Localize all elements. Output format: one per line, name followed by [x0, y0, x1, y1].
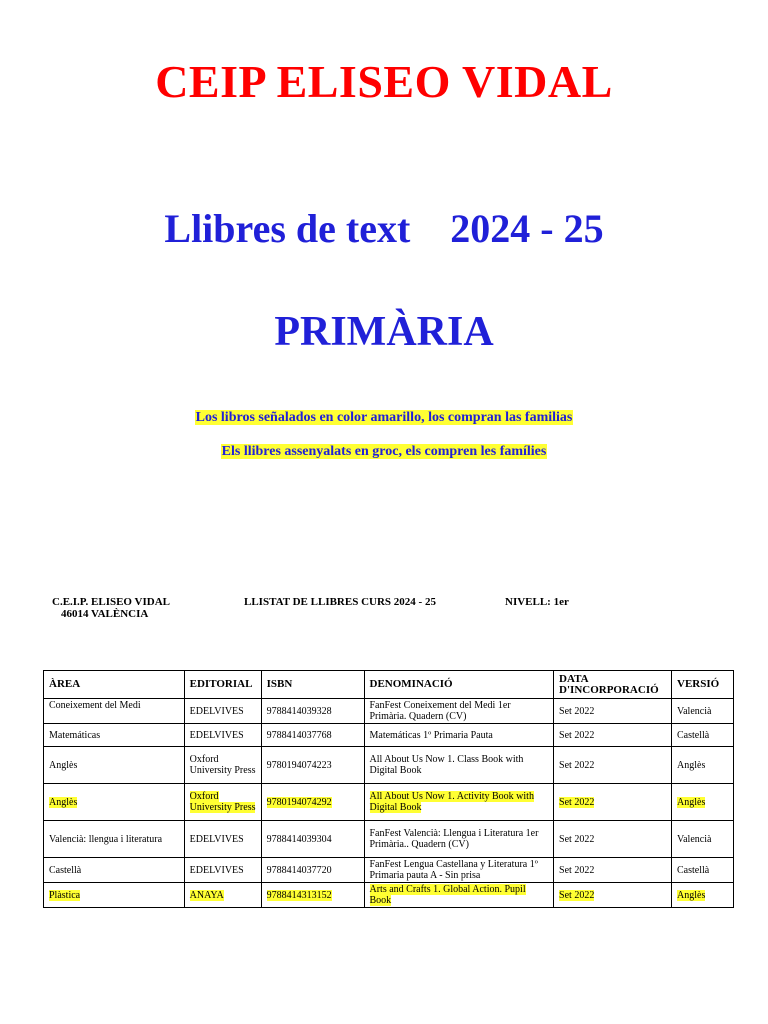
table-header-row [44, 671, 734, 699]
cell-name-text: FanFest Coneixement del Medi 1er Primària. Quadern (CV) [369, 700, 511, 722]
cell-editorial [184, 821, 261, 858]
cell-version [672, 883, 734, 908]
cell-isbn-text: 9788414037720 [266, 864, 332, 876]
table-row [44, 821, 734, 858]
list-title: LLISTAT DE LLIBRES CURS 2024 - 25 [244, 596, 436, 608]
cell-area [44, 784, 185, 821]
cell-area-text: Coneixement del Medi [49, 700, 141, 711]
table-row [44, 724, 734, 747]
cell-isbn [261, 724, 364, 747]
cell-version-text: Anglès [677, 796, 706, 808]
table-row [44, 784, 734, 821]
cell-date-text: Set 2022 [559, 889, 595, 901]
cell-editorial [184, 784, 261, 821]
cell-version [672, 699, 734, 724]
cell-isbn [261, 747, 364, 784]
cell-isbn [261, 699, 364, 724]
cell-date-text: Set 2022 [559, 833, 595, 845]
cell-name-text: All About Us Now 1. Activity Book with Digital Book [369, 791, 534, 813]
cell-editorial-text: Oxford University Press [189, 791, 256, 813]
cell-isbn-text: 9788414039328 [266, 705, 332, 717]
cell-version-text: Valencià [677, 833, 712, 845]
note-catalan [0, 444, 768, 460]
note-catalan-text: Els llibres assenyalats en groc, els compren les famílies [221, 444, 547, 459]
cell-version-text: Castellà [677, 864, 710, 876]
cell-isbn [261, 858, 364, 883]
cell-isbn-text: 9780194074292 [266, 796, 332, 808]
col-header-area: ÀREA [44, 671, 185, 699]
table-row [44, 883, 734, 908]
cell-editorial [184, 747, 261, 784]
cell-name-text: All About Us Now 1. Class Book with Digital Book [369, 754, 524, 776]
table-row [44, 699, 734, 724]
cell-name-text: Arts and Crafts 1. Global Action. Pupil Book [369, 884, 526, 906]
level-title: PRIMÀRIA [274, 309, 494, 355]
cell-name [364, 724, 554, 747]
note-spanish [0, 410, 768, 426]
cell-isbn-text: 9780194074223 [266, 759, 332, 771]
cell-date [554, 883, 672, 908]
cell-editorial-text: EDELVIVES [189, 864, 244, 876]
cell-isbn [261, 821, 364, 858]
cell-area [44, 747, 185, 784]
cell-version [672, 747, 734, 784]
books-title: Llibres de text 2024 - 25 [164, 206, 604, 251]
cell-editorial-text: EDELVIVES [189, 705, 244, 717]
cell-editorial [184, 883, 261, 908]
cell-name-text: FanFest Valencià: Llengua i Literatura 1er Primària.. Quadern (CV) [369, 828, 539, 850]
cell-name-text: FanFest Lengua Castellana y Literatura 1º Primaria pauta A - Sin prisa [369, 859, 538, 881]
cell-date [554, 747, 672, 784]
school-title: CEIP ELISEO VIDAL [155, 56, 613, 107]
cell-area-text: Plàstica [49, 889, 81, 901]
cell-date [554, 784, 672, 821]
cell-date-text: Set 2022 [559, 729, 595, 741]
cell-editorial [184, 699, 261, 724]
cell-date-text: Set 2022 [559, 759, 595, 771]
cell-area [44, 858, 185, 883]
cell-date [554, 724, 672, 747]
cell-area [44, 821, 185, 858]
list-school-city: 46014 VALÈNCIA [61, 608, 149, 620]
books-table [43, 670, 734, 908]
cell-name [364, 883, 554, 908]
col-header-date: DATA D'INCORPORACIÓ [554, 671, 672, 699]
cell-editorial [184, 724, 261, 747]
cell-name-text: Matemáticas 1º Primaria Pauta [369, 729, 493, 741]
cell-area-text: Castellà [49, 864, 82, 876]
cell-editorial-text: EDELVIVES [189, 729, 244, 741]
note-spanish-text: Los libros señalados en color amarillo, los compran las familias [195, 410, 573, 425]
cell-version-text: Valencià [677, 705, 712, 717]
cell-version-text: Castellà [677, 729, 710, 741]
cell-version-text: Anglès [677, 889, 706, 901]
cell-isbn-text: 9788414039304 [266, 833, 332, 845]
cell-date [554, 821, 672, 858]
cell-version [672, 821, 734, 858]
table-row [44, 858, 734, 883]
cell-area-text: Anglès [49, 759, 78, 771]
cell-area [44, 724, 185, 747]
cell-area-text: Matemáticas [49, 729, 101, 741]
list-school-name: C.E.I.P. ELISEO VIDAL [52, 596, 170, 608]
cell-area-text: Valencià: llengua i literatura [49, 833, 163, 845]
table-row [44, 747, 734, 784]
cell-isbn [261, 883, 364, 908]
cell-version [672, 858, 734, 883]
cell-editorial [184, 858, 261, 883]
cell-area [44, 883, 185, 908]
cell-date-text: Set 2022 [559, 705, 595, 717]
cell-name [364, 821, 554, 858]
cell-date-text: Set 2022 [559, 864, 595, 876]
cell-editorial-text: EDELVIVES [189, 833, 244, 845]
col-header-version: VERSIÓ [672, 671, 734, 699]
cell-version [672, 724, 734, 747]
cell-date [554, 858, 672, 883]
list-level: NIVELL: 1er [505, 596, 569, 608]
cell-editorial-text: Oxford University Press [189, 754, 256, 776]
cell-isbn-text: 9788414037768 [266, 729, 332, 741]
col-header-editorial: EDITORIAL [184, 671, 261, 699]
cell-name [364, 858, 554, 883]
cell-version-text: Anglès [677, 759, 706, 771]
cell-editorial-text: ANAYA [189, 889, 224, 901]
cell-isbn-text: 9788414313152 [266, 889, 332, 901]
cell-date-text: Set 2022 [559, 796, 595, 808]
cell-name [364, 747, 554, 784]
cell-isbn [261, 784, 364, 821]
cell-version [672, 784, 734, 821]
cell-date [554, 699, 672, 724]
cell-area-text: Anglès [49, 796, 78, 808]
cell-name [364, 699, 554, 724]
cell-name [364, 784, 554, 821]
col-header-name: DENOMINACIÓ [364, 671, 554, 699]
col-header-isbn: ISBN [261, 671, 364, 699]
cell-area [44, 699, 185, 724]
